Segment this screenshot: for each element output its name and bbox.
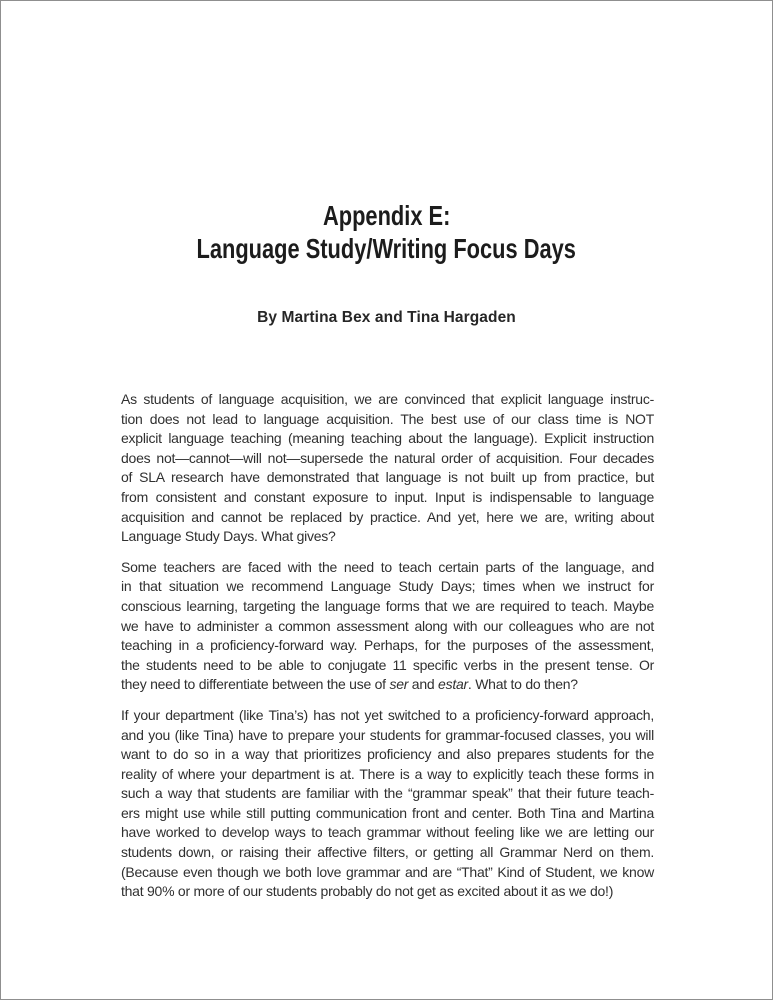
text-line: teaching in a proficiency-forward way. Perhaps, for the purposes of the assessment, — [121, 637, 654, 654]
text-line: reality of where your department is at. There is a way to explicitly teach these forms in — [121, 765, 654, 782]
text-line: explicit language teaching (meaning teaching about the language). Explicit instruction — [121, 430, 654, 447]
text-line: we have to administer a common assessment along with our colleagues who are not — [121, 617, 654, 634]
title-line-1: Appendix E: — [322, 200, 451, 231]
text-line: If your department (like Tina’s) has not yet switched to a proficiency-forward approach, — [121, 706, 654, 723]
byline: By Martina Bex and Tina Hargaden — [257, 309, 516, 326]
text-line: such a way that students are familiar with the “grammar speak” that their future teach- — [121, 785, 654, 802]
text-line: As students of language acquisition, we are convinced that explicit language instruc- — [121, 391, 654, 407]
text-line: in that situation we recommend Language Study Days; times when we instruct for — [121, 578, 654, 595]
text-line: want to do so in a way that prioritizes proficiency and also prepares students for the — [121, 746, 654, 763]
body-text — [121, 390, 654, 913]
title-line-2: Language Study/Writing Focus Days — [196, 233, 577, 264]
text-line: Some teachers are faced with the need to teach certain parts of the language, and — [121, 558, 654, 575]
text-line: tion does not lead to language acquisition. The best use of our class time is NOT — [121, 410, 654, 427]
text-line: ers might use while still putting communication front and center. Both Tina and Martina — [121, 804, 654, 821]
paragraph-3 — [121, 706, 654, 902]
text-line: they need to differentiate between the use of ser and estar. What to do then? — [121, 676, 578, 693]
text-line: Language Study Days. What gives? — [121, 528, 336, 545]
text-line: of SLA research have demonstrated that language is not built up from practice, but — [121, 469, 654, 486]
text-line: does not—cannot—will not—supersede the natural order of acquisition. Four decades — [121, 449, 654, 466]
text-line: from consistent and constant exposure to input. Input is indispensable to language — [121, 488, 654, 505]
appendix-title — [1, 199, 772, 265]
text-line: have worked to develop ways to teach grammar without feeling like we are letting our — [121, 824, 654, 841]
text-line: students down, or raising their affective filters, or getting all Grammar Nerd on them. — [121, 844, 654, 861]
paragraph-1 — [121, 390, 654, 547]
text-line: acquisition and cannot be replaced by practice. And yet, here we are, writing about — [121, 508, 654, 525]
text-line: (Because even though we both love grammar and are “That” Kind of Student, we know — [121, 863, 654, 880]
paragraph-2 — [121, 558, 654, 695]
text-line: the students need to be able to conjugate 11 specific verbs in the present tense. Or — [121, 656, 654, 673]
text-line: that 90% or more of our students probably do not get as excited about it as we do!) — [121, 883, 614, 900]
text-line: and you (like Tina) have to prepare your students for grammar-focused classes, you will — [121, 726, 654, 743]
text-line: conscious learning, targeting the language forms that we are required to teach. Maybe — [121, 597, 654, 614]
